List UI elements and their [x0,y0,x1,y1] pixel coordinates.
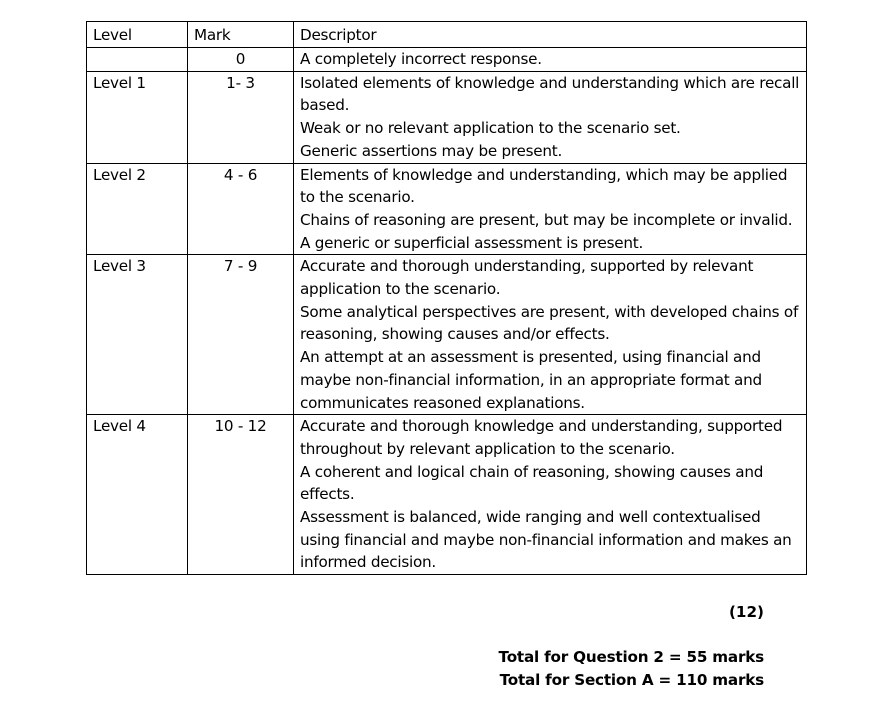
descriptor-line: Assessment is balanced, wide ranging and well contextualised using financial and maybe non-financial information and makes an informed decision. [300,508,792,572]
level-cell [87,48,188,72]
table-row [87,415,807,575]
descriptor-cell [294,415,807,575]
header-level: Level [87,22,188,48]
descriptor-line: Elements of knowledge and understanding, which may be applied to the scenario. [300,165,788,207]
level-cell: Level 1 [87,71,188,163]
mark-cell: 10 - 12 [188,415,294,575]
table-row [87,48,807,72]
header-mark: Mark [188,22,294,48]
descriptor-cell [294,48,807,72]
total-section: Total for Section A = 110 marks [499,671,764,689]
descriptor-cell [294,71,807,163]
header-descriptor: Descriptor [294,22,807,48]
descriptor-cell [294,163,807,255]
descriptor-line: Accurate and thorough knowledge and understanding, supported throughout by relevant application to the scenario. [300,417,783,458]
descriptor-line: Some analytical perspectives are present, with developed chains of reasoning, showing causes and/or effects. [300,302,799,344]
mark-cell: 1- 3 [188,71,294,163]
table-row [87,255,807,415]
mark-cell: 0 [188,48,294,72]
table-row [87,163,807,255]
mark-cell: 4 - 6 [188,163,294,255]
descriptor-line: Isolated elements of knowledge and understanding which are recall based. [300,73,800,115]
totals-block [440,646,764,692]
descriptor-line: Weak or no relevant application to the scenario set. [300,119,681,138]
level-cell: Level 2 [87,163,188,255]
descriptor-line: A completely incorrect response. [300,50,542,68]
table-row [87,71,807,163]
descriptor-line: Accurate and thorough understanding, supported by relevant application to the scenario. [300,257,754,299]
question-marks-total: (12) [728,603,764,621]
descriptor-cell [294,255,807,415]
descriptor-line: A generic or superficial assessment is present. [300,233,644,252]
descriptor-line: Generic assertions may be present. [300,141,563,160]
descriptor-line: Chains of reasoning are present, but may be incomplete or invalid. [300,210,793,229]
level-cell: Level 3 [87,255,188,415]
descriptor-line: A coherent and logical chain of reasoning, showing causes and effects. [300,462,764,504]
descriptor-line: An attempt at an assessment is presented, using financial and maybe non-financial information, in an appropriate format and communicates reasoned explanations. [300,348,762,412]
mark-cell: 7 - 9 [188,255,294,415]
table-header-row [87,22,807,48]
level-cell: Level 4 [87,415,188,575]
mark-scheme-table [86,21,807,575]
total-question: Total for Question 2 = 55 marks [498,648,764,666]
